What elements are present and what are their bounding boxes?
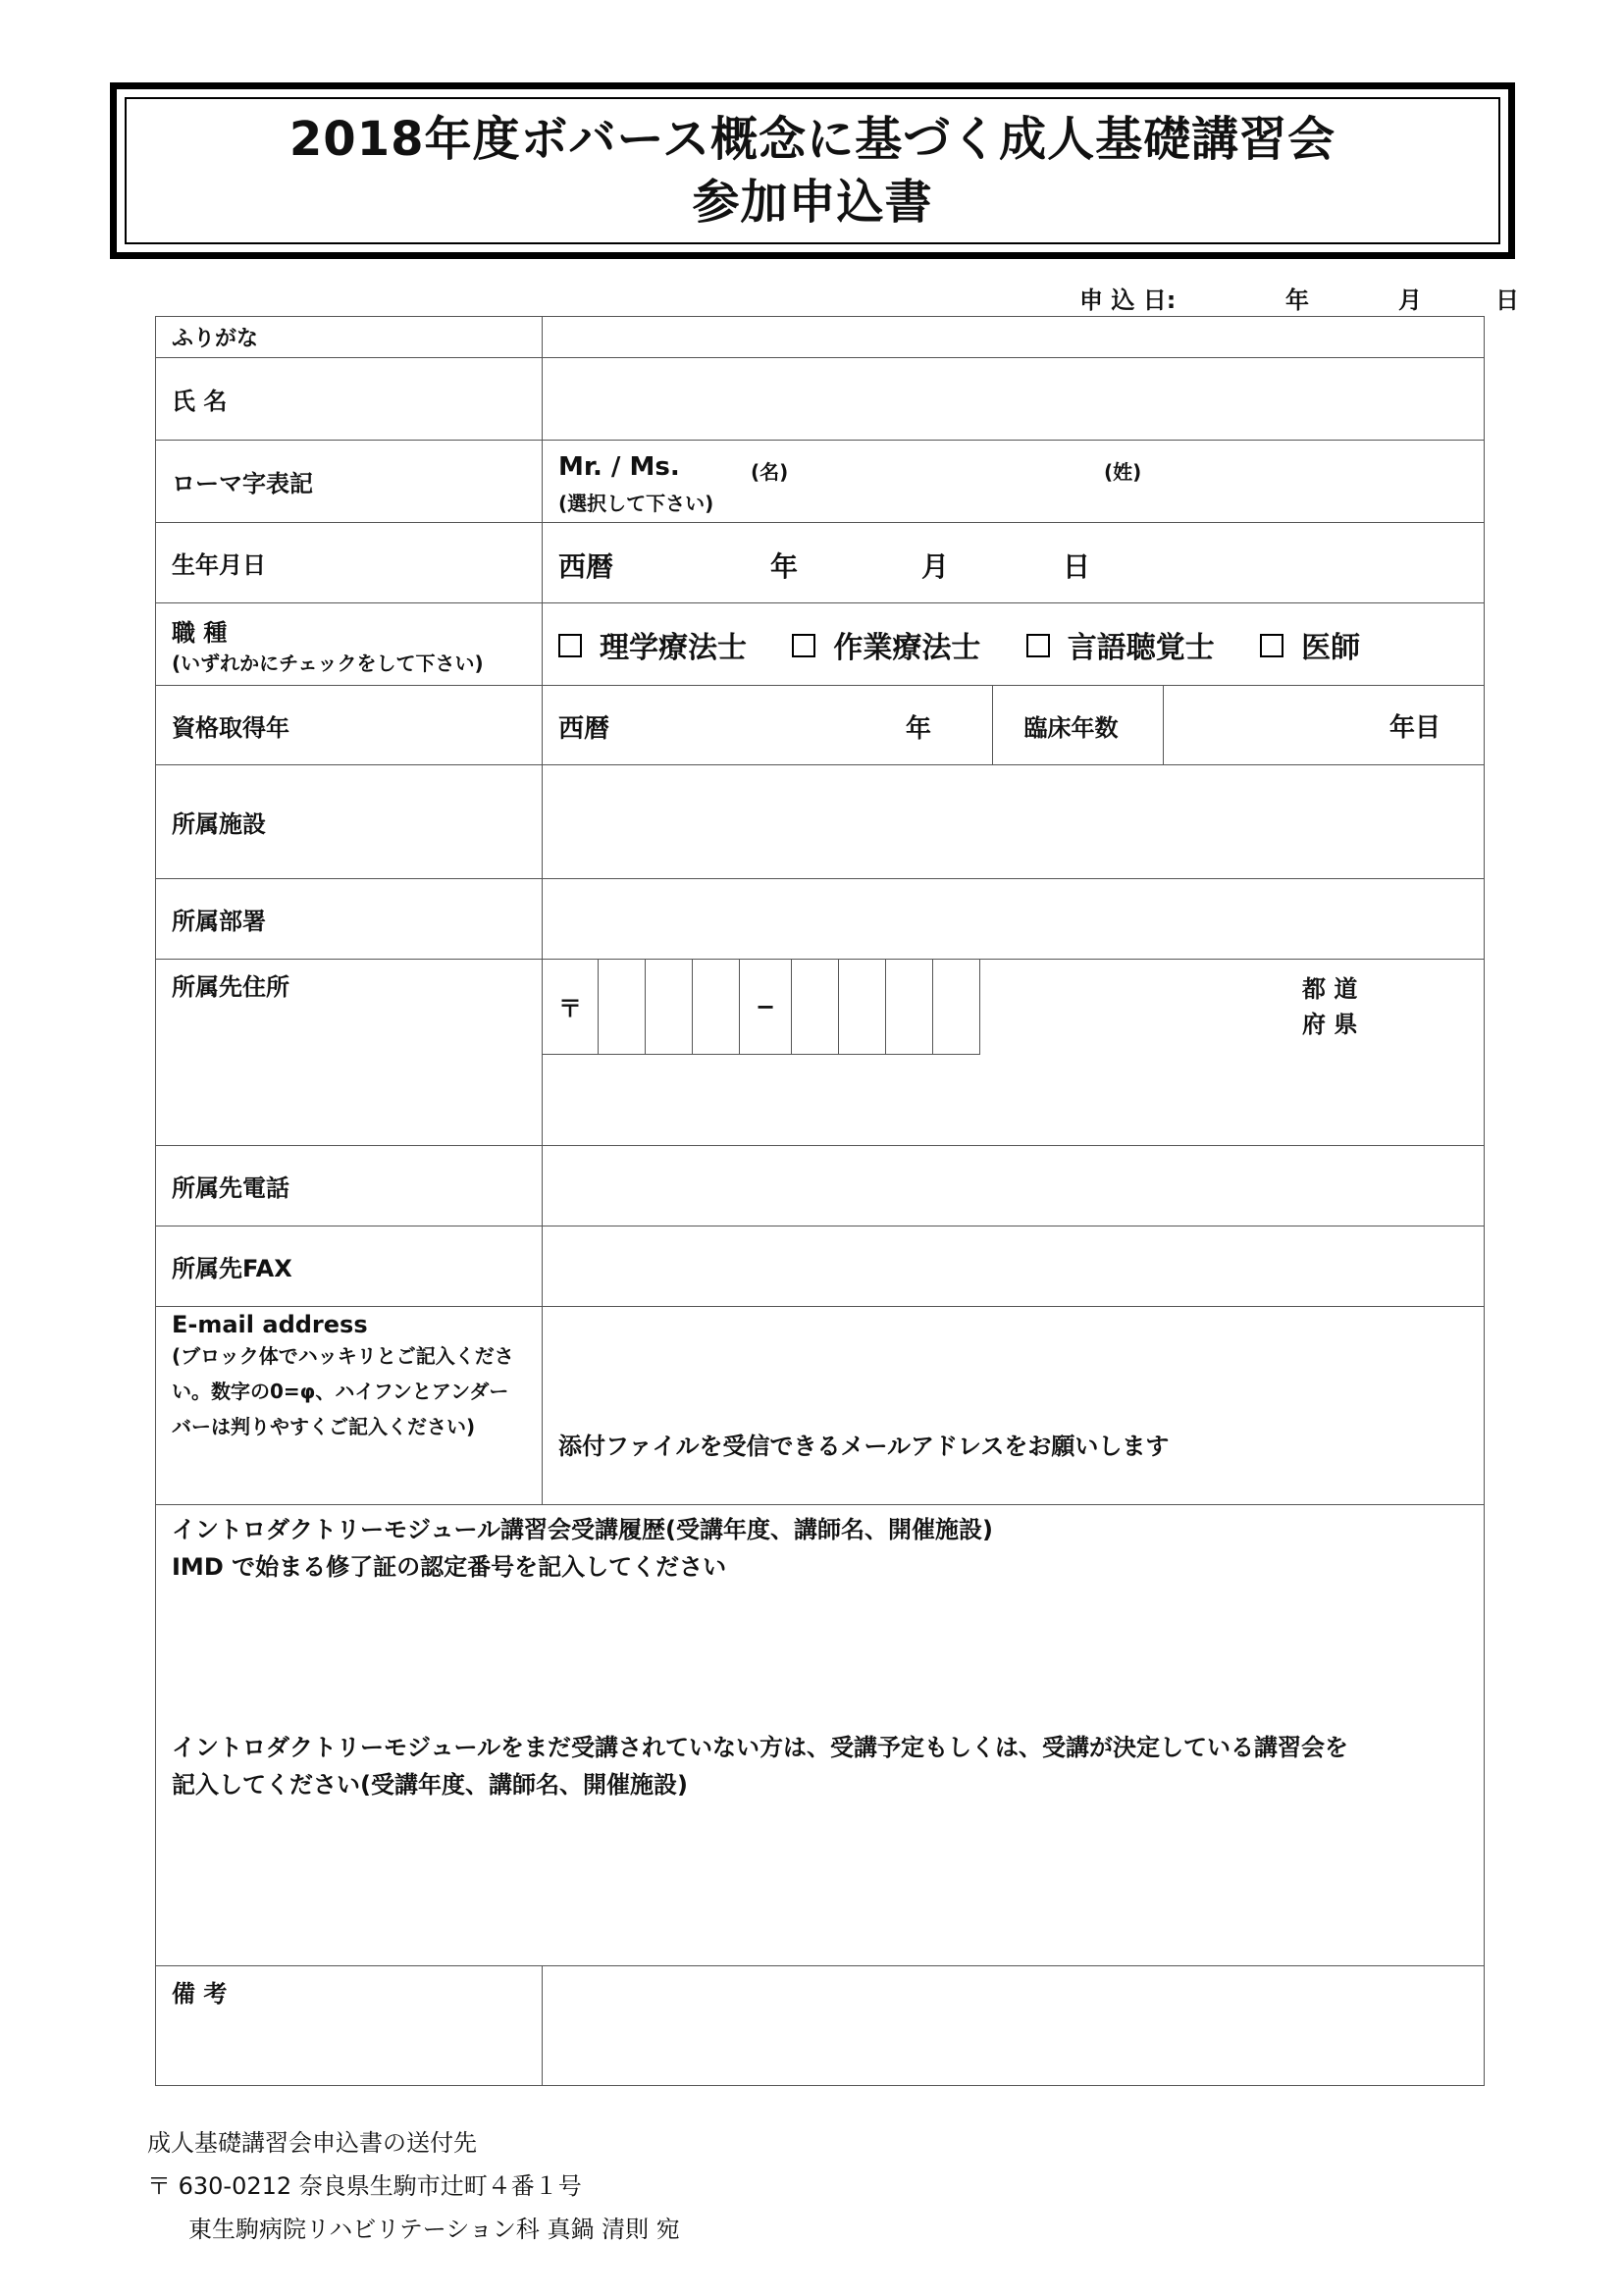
clinical-years-field[interactable]	[1163, 686, 1484, 764]
romaji-label: ローマ字表記	[156, 441, 543, 523]
occupation-note: (いずれかにチェックをして下さい)	[172, 651, 484, 675]
mailing-address-heading: 成人基礎講習会申込書の送付先	[147, 2129, 477, 2157]
romaji-note: (選択して下さい)	[558, 492, 714, 515]
title-frame	[110, 82, 1515, 259]
postal-digit-box[interactable]	[599, 960, 646, 1054]
clinical-years-unit: 年目	[1388, 712, 1440, 743]
application-form	[155, 316, 1484, 2086]
application-date-month: 月	[1398, 287, 1422, 314]
row-fax	[156, 1226, 1485, 1307]
row-name	[156, 358, 1485, 441]
department-field[interactable]	[543, 879, 1485, 960]
occupation-option-label: 言語聴覚士	[1067, 630, 1215, 665]
course-history-instruction: IMD で始まる修了証の認定番号を記入してください	[172, 1553, 727, 1581]
row-address	[156, 960, 1485, 1146]
application-date-label: 申 込 日:	[1079, 287, 1177, 314]
remarks-field[interactable]	[543, 1966, 1485, 2086]
birthdate-year-unit: 年	[770, 549, 799, 583]
row-occupation	[156, 603, 1485, 686]
email-field[interactable]	[543, 1307, 1485, 1505]
postal-digit-box[interactable]	[693, 960, 740, 1054]
furigana-label: ふりがな	[156, 317, 543, 358]
occupation-option-label: 理学療法士	[600, 630, 747, 665]
row-department	[156, 879, 1485, 960]
postal-mark: 〒	[543, 960, 599, 1054]
mailing-address-recipient: 東生駒病院リハビリテーション科 真鍋 清則 宛	[188, 2216, 680, 2243]
occupation-option-ot[interactable]	[792, 623, 980, 666]
checkbox-icon[interactable]	[558, 634, 582, 657]
license-year-field[interactable]	[543, 686, 992, 764]
mailing-address	[147, 2121, 680, 2251]
row-email	[156, 1307, 1485, 1505]
email-request-note: 添付ファイルを受信できるメールアドレスをお願いします	[558, 1433, 1170, 1460]
phone-label: 所属先電話	[156, 1146, 543, 1226]
occupation-option-pt[interactable]	[558, 623, 747, 666]
license-cell	[543, 686, 1485, 765]
address-label: 所属先住所	[156, 960, 543, 1146]
title-line-2: 参加申込書	[692, 175, 933, 230]
checkbox-icon[interactable]	[1026, 634, 1050, 657]
course-history-heading: イントロダクトリーモジュール講習会受講履歴(受講年度、講師名、開催施設)	[172, 1516, 993, 1543]
occupation-option-label: 作業療法士	[833, 630, 981, 665]
row-birthdate	[156, 523, 1485, 603]
birthdate-label: 生年月日	[156, 523, 543, 603]
occupation-options	[543, 603, 1485, 686]
title-inner-border	[125, 97, 1500, 244]
postal-digit-box[interactable]	[886, 960, 933, 1054]
row-furigana	[156, 317, 1485, 358]
phone-field[interactable]	[543, 1146, 1485, 1226]
occupation-option-md[interactable]	[1260, 623, 1360, 666]
romaji-first-name-label: (名)	[751, 460, 789, 484]
occupation-label: 職 種	[172, 618, 228, 647]
occupation-option-st[interactable]	[1026, 623, 1215, 666]
facility-label: 所属施設	[156, 765, 543, 879]
department-label: 所属部署	[156, 879, 543, 960]
romaji-last-name-label: (姓)	[1104, 460, 1142, 484]
application-date-year: 年	[1285, 287, 1309, 314]
course-history-spacer	[172, 1586, 1468, 1729]
clinical-years-label: 臨床年数	[992, 686, 1163, 764]
postal-digit-box[interactable]	[646, 960, 693, 1054]
birthdate-field[interactable]	[543, 523, 1485, 603]
email-label-cell	[156, 1307, 543, 1505]
facility-field[interactable]	[543, 765, 1485, 879]
name-label: 氏 名	[156, 358, 543, 441]
license-label: 資格取得年	[156, 686, 543, 765]
birthdate-month-unit: 月	[921, 549, 950, 583]
prefecture-label-line-1: 都 道	[1302, 975, 1358, 1003]
license-era: 西暦	[558, 714, 610, 744]
row-facility	[156, 765, 1485, 879]
planned-course-instruction-1: イントロダクトリーモジュールをまだ受講されていない方は、受講予定もしくは、受講が決定している講習会を	[172, 1734, 1349, 1761]
mailing-address-postal: 〒 630-0212 奈良県生駒市辻町４番１号	[147, 2172, 582, 2200]
prefecture-label-line-2: 府 県	[1302, 1011, 1358, 1038]
checkbox-icon[interactable]	[1260, 634, 1283, 657]
course-history-field[interactable]	[156, 1505, 1485, 1966]
postal-digit-box[interactable]	[839, 960, 886, 1054]
address-field[interactable]	[543, 960, 1485, 1146]
occupation-option-label: 医師	[1301, 630, 1361, 665]
romaji-title-options[interactable]: Mr. / Ms.	[558, 452, 680, 482]
occupation-label-cell	[156, 603, 543, 686]
row-license	[156, 686, 1485, 765]
fax-label: 所属先FAX	[156, 1226, 543, 1307]
title-line-1: 2018年度ボバース概念に基づく成人基礎講習会	[288, 112, 1336, 167]
application-date-day: 日	[1495, 287, 1519, 314]
furigana-field[interactable]	[543, 317, 1485, 358]
email-note: (ブロック体でハッキリとご記入ください。数字の0=φ、ハイフンとアンダーバーは判りやすくご記入ください)	[172, 1344, 514, 1438]
license-year-unit: 年	[906, 714, 932, 744]
postal-code-boxes	[543, 960, 980, 1055]
postal-digit-box[interactable]	[792, 960, 839, 1054]
postal-dash: −	[740, 960, 792, 1054]
birthdate-era: 西暦	[558, 549, 614, 583]
name-field[interactable]	[543, 358, 1485, 441]
row-romaji	[156, 441, 1485, 523]
row-course-history	[156, 1505, 1485, 1966]
planned-course-instruction-2: 記入してください(受講年度、講師名、開催施設)	[172, 1771, 688, 1799]
postal-digit-box[interactable]	[933, 960, 980, 1054]
row-phone	[156, 1146, 1485, 1226]
fax-field[interactable]	[543, 1226, 1485, 1307]
birthdate-day-unit: 日	[1063, 549, 1091, 583]
prefecture-label	[1302, 971, 1357, 1042]
romaji-field[interactable]	[543, 441, 1485, 523]
row-remarks	[156, 1966, 1485, 2086]
remarks-label: 備 考	[156, 1966, 543, 2086]
checkbox-icon[interactable]	[792, 634, 815, 657]
email-label: E-mail address	[172, 1311, 368, 1338]
